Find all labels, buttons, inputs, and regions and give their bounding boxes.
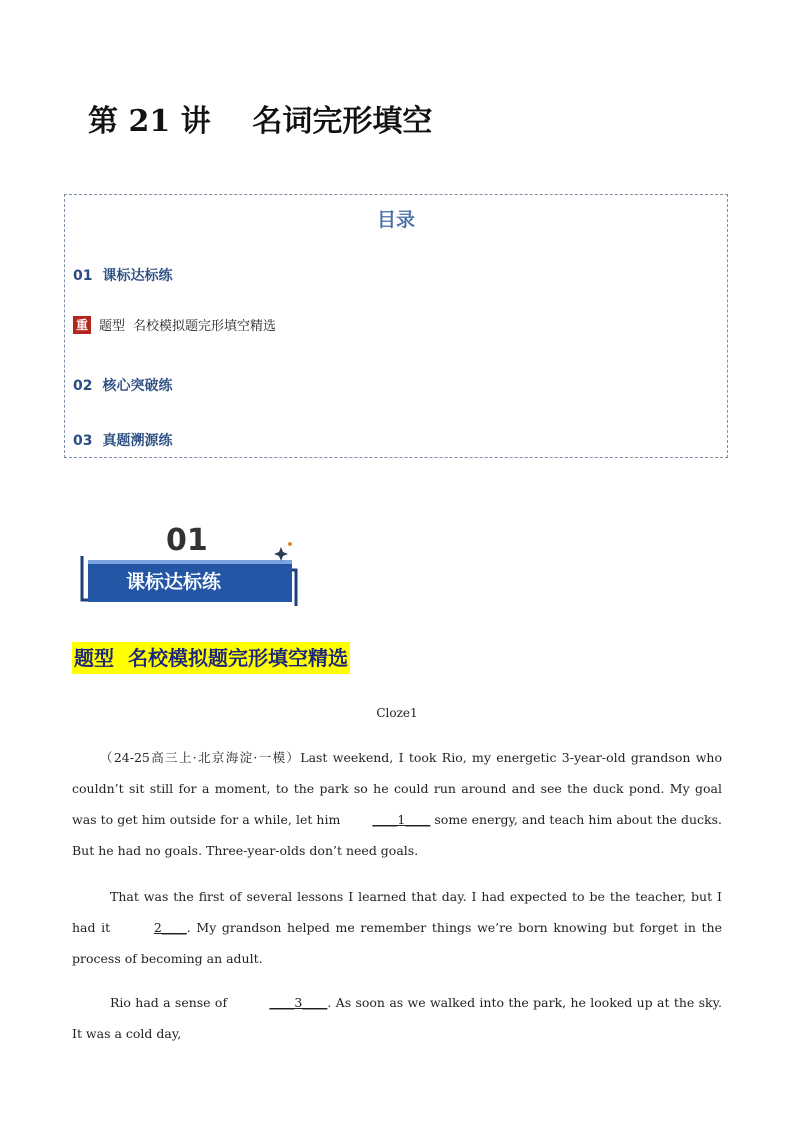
important-badge: 重 (73, 316, 91, 334)
toc-subitem-type: 题型 (99, 319, 126, 334)
page-title: 第 21 讲 名词完形填空 (88, 104, 433, 139)
cloze-title: Cloze1 (376, 706, 418, 720)
blank-1[interactable]: ____1____ (372, 812, 431, 827)
toc-subitem-label: 名校模拟题完形填空精选 (133, 319, 277, 334)
toc-item-label: 核心突破练 (102, 378, 173, 394)
toc-item-2[interactable] (73, 375, 172, 395)
table-of-contents (64, 194, 728, 458)
passage-paragraph-2 (72, 881, 722, 974)
banner-bar-highlight (88, 560, 292, 564)
passage-paragraph-3 (72, 987, 722, 1049)
toc-heading: 目录 (376, 209, 415, 231)
section-heading-type: 题型 (74, 646, 114, 670)
blank-2[interactable]: 2____ (153, 920, 187, 935)
toc-item-3[interactable] (73, 430, 172, 450)
toc-subitem[interactable] (73, 315, 276, 334)
section-banner (78, 520, 304, 612)
section-heading-label: 名校模拟题完形填空精选 (128, 646, 348, 670)
paragraph-text: （24-25高三上·北京海淀·一模）Last weekend, I took Rio, my energetic 3-year-old grandson who couldn’t sit still for a moment, to the park so he could run around and see the duck pond. My goal was to get him outside for a while, let him (72, 750, 722, 827)
toc-item-label: 课标达标练 (102, 268, 173, 284)
toc-item-label: 真题溯源练 (102, 433, 173, 449)
toc-item-1[interactable] (73, 265, 172, 285)
paragraph-text: some energy, and teach him about the ducks. But he had no goals. Three-year-olds don’t need goals. (72, 812, 722, 858)
toc-item-number: 02 (73, 378, 93, 394)
section-heading (72, 642, 350, 674)
banner-label: 课标达标练 (126, 571, 222, 593)
toc-item-number: 03 (73, 433, 93, 449)
sparkle-icon (274, 547, 288, 561)
blank-3[interactable]: ____3____ (269, 995, 328, 1010)
paragraph-text: . My grandson helped me remember things we’re born knowing but forget in the process of becoming an adult. (72, 920, 722, 966)
paragraph-text: That was the first of several lessons I learned that day. I had expected to be the teacher, but I had it (72, 889, 722, 935)
paragraph-text: Rio had a sense of (110, 995, 232, 1010)
passage-paragraph-1 (72, 742, 722, 866)
banner-number: 01 (166, 523, 208, 558)
toc-item-number: 01 (73, 268, 93, 284)
paragraph-text: . As soon as we walked into the park, he looked up at the sky. It was a cold day, (72, 995, 723, 1041)
sparkle-dot-icon (288, 542, 292, 546)
